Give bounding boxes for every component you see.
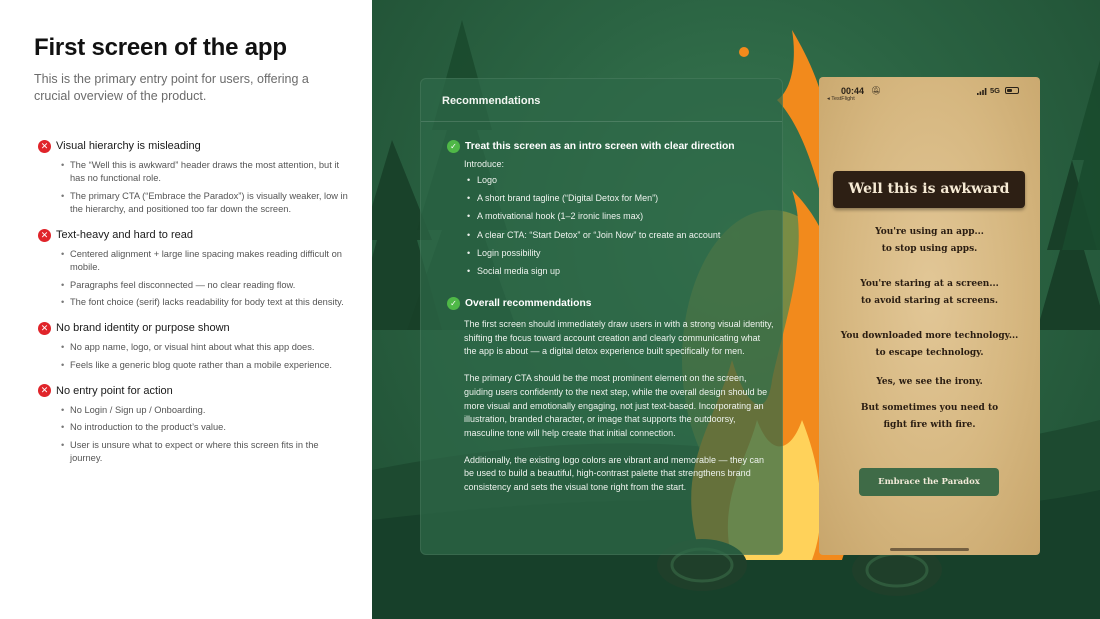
issue-title: No entry point for action [56, 384, 173, 397]
issue-point: • Centered alignment + large line spacing makes reading difficult on mobile. [61, 248, 348, 275]
recommendation-item: • Login possibility [464, 244, 777, 262]
copy-block [819, 374, 1040, 391]
recommendation-intro: Introduce: [464, 159, 505, 169]
copy-line: fight fire with fire. [883, 420, 976, 430]
issue-point: • Feels like a generic blog quote rather than a mobile experience. [61, 359, 348, 372]
copy-line: You're using an app... [875, 227, 984, 237]
divider [421, 121, 782, 122]
recommendation-paragraph: Additionally, the existing logo colors are vibrant and memorable — they can be used to build a beautiful, high-contrast palette that strengthens brand consistency and sets the visual tone right from the start. [464, 454, 764, 493]
x-circle-icon: ✕ [38, 384, 51, 397]
recommendations-title: Recommendations [442, 95, 541, 107]
recommendation-overall [447, 297, 777, 495]
recommendation-paragraph: The primary CTA should be the most prominent element on the screen, guiding users confidently to the next step, while the overall design should be more visual and emotionally engaging, not just text-based. Incorporating an illustration, branded character, or image that supports the outdoorsy, masculine tone will help create that initial connection. [464, 373, 768, 438]
issue-brand-identity [38, 320, 348, 372]
copy-line: But sometimes you need to [860, 403, 999, 413]
signal-icon [977, 88, 987, 95]
recommendation-paragraph: The first screen should immediately draw users in with a strong visual identity, shifting the focus toward account creation and clearly communicating what the app is about — a digital detox experience built specifically for men. [464, 319, 774, 357]
phone-mockup [819, 77, 1040, 555]
check-circle-icon: ✓ [447, 140, 460, 153]
battery-icon [1005, 87, 1019, 94]
issue-text-heavy [38, 227, 348, 309]
issue-point: • No app name, logo, or visual hint about what this app does. [61, 341, 348, 354]
issues-panel [0, 0, 372, 619]
issue-point: • No introduction to the product’s value. [61, 421, 348, 434]
copy-line: to escape technology. [875, 348, 984, 358]
copy-block [819, 328, 1040, 362]
recommendation-intro-screen [447, 140, 777, 280]
copy-line: Yes, we see the irony. [876, 377, 983, 387]
issue-title: Visual hierarchy is misleading [56, 140, 201, 152]
recommendation-item: • A motivational hook (1–2 ironic lines max) [464, 207, 777, 225]
copy-line: You're staring at a screen... [860, 279, 999, 289]
recommendation-heading: Overall recommendations [465, 298, 592, 309]
copy-line: to stop using apps. [881, 244, 978, 254]
copy-line: to avoid staring at screens. [861, 296, 998, 306]
home-indicator [890, 548, 969, 551]
copy-line: You downloaded more technology... [840, 331, 1019, 341]
recommendation-item: • A clear CTA: “Start Detox” or “Join Now” to create an account [464, 226, 777, 244]
issue-point: • Paragraphs feel disconnected — no clear reading flow. [61, 279, 348, 292]
bell-slash-icon: 🔕︎ [871, 86, 882, 95]
issue-point: • The “Well this is awkward” header draws the most attention, but it has no functional role. [61, 159, 348, 186]
network-type: 5G [990, 86, 1001, 95]
status-bar [819, 77, 1040, 103]
issue-point: • No Login / Sign up / Onboarding. [61, 404, 348, 417]
recommendation-item: • Logo [464, 171, 777, 189]
back-to-testflight-link[interactable]: ◂ TestFlight [827, 96, 855, 102]
awkward-header: Well this is awkward [833, 171, 1025, 208]
campfire-scene [372, 0, 1100, 619]
x-circle-icon: ✕ [38, 140, 51, 153]
issue-title: No brand identity or purpose shown [56, 322, 230, 335]
x-circle-icon: ✕ [38, 229, 51, 242]
recommendation-list [464, 171, 777, 280]
recommendations-card [420, 78, 783, 555]
issue-entry-point [38, 383, 348, 465]
issue-title: Text-heavy and hard to read [56, 229, 193, 242]
copy-block [819, 400, 1040, 434]
check-circle-icon: ✓ [447, 297, 460, 310]
x-circle-icon: ✕ [38, 322, 51, 335]
page-title: First screen of the app [34, 34, 287, 61]
copy-block [819, 224, 1040, 258]
recommendation-item: • A short brand tagline (“Digital Detox for Men”) [464, 189, 777, 207]
copy-block [819, 276, 1040, 310]
embrace-paradox-button[interactable]: Embrace the Paradox [859, 468, 999, 496]
issue-visual-hierarchy [38, 138, 348, 216]
page-subtitle: This is the primary entry point for users, offering a crucial overview of the product. [34, 72, 309, 103]
issue-point: • The font choice (serif) lacks readability for body text at this density. [61, 296, 348, 309]
issue-point: • User is unsure what to expect or where this screen fits in the journey. [61, 439, 348, 466]
recommendation-item: • Social media sign up [464, 262, 777, 280]
issue-point: • The primary CTA (“Embrace the Paradox”) is visually weaker, low in the hierarchy, and positioned too far down the screen. [61, 190, 348, 217]
issues-list [38, 138, 348, 476]
status-time: 00:44 [841, 86, 865, 96]
recommendation-heading: Treat this screen as an intro screen with clear direction [465, 141, 735, 152]
